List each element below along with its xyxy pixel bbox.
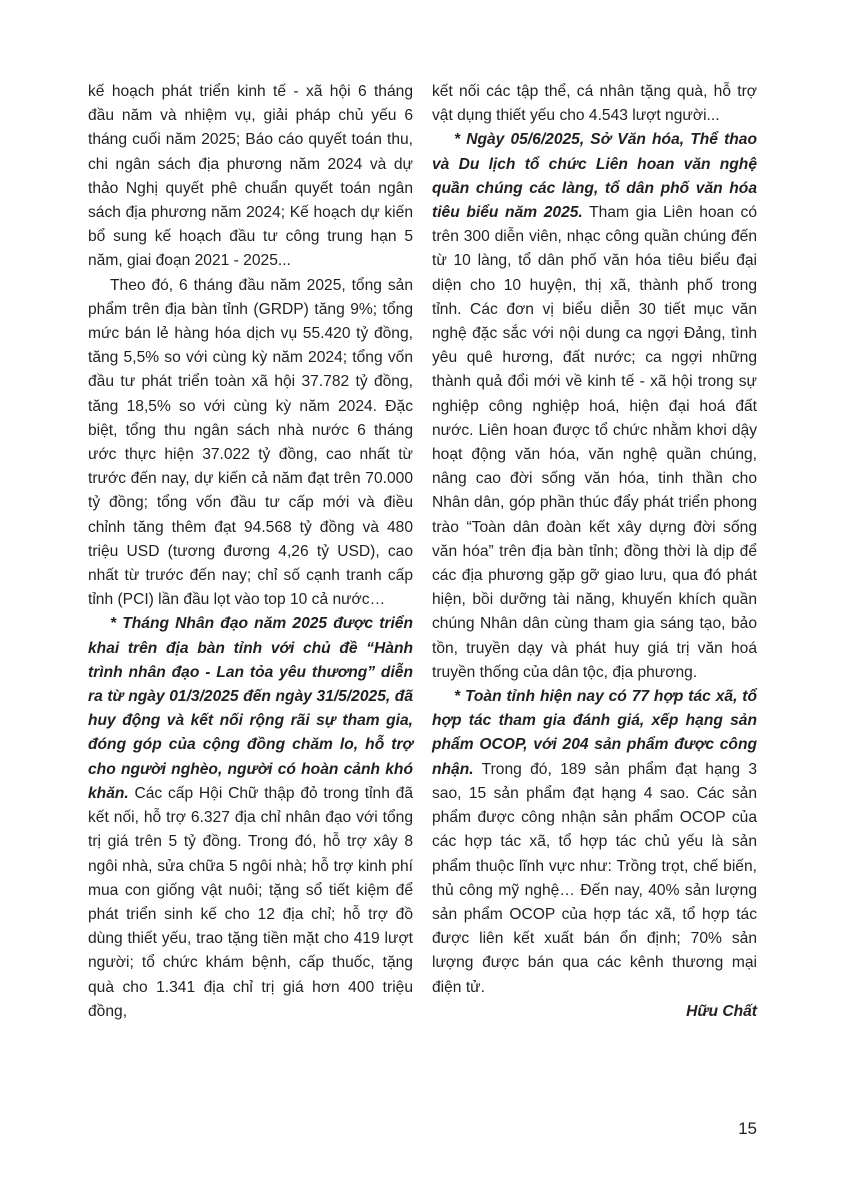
paragraph-economic-results: Theo đó, 6 tháng đầu năm 2025, tổng sản phẩm trên địa bàn tỉnh (GRDP) tăng 9%; tổng mức bán lẻ hàng hóa dịch vụ 55.420 tỷ đồng, tăng 5,5% so với cùng kỳ năm 2024; tổng vốn đầu tư phát triển toàn xã hội 37.782 tỷ đồng, tăng 18,5% so với cùng kỳ năm 2024. Đặc biệt, tổng thu ngân sách nhà nước 6 tháng ước thực hiện 37.022 tỷ đồng, cao nhất từ trước đến nay, dự kiến cả năm đạt trên 70.000 tỷ đồng; tổng vốn đầu tư cấp mới và điều chỉnh tăng thêm đạt 94.568 tỷ đồng và 480 triệu USD (tương đương 4,26 tỷ USD), cao nhất từ trước đến nay; chỉ số cạnh tranh cấp tỉnh (PCI) lần đầu lọt vào top 10 cả nước… xyxy=(88,276,413,609)
right-column xyxy=(432,80,757,1024)
left-column xyxy=(88,80,413,1024)
ocop-headline: * Toàn tỉnh hiện nay có 77 hợp tác xã, tổ hợp tác tham gia đánh giá, xếp hạng sản phẩm OCOP, với 204 sản phẩm được công nhận. xyxy=(432,688,757,778)
author-signature: Hữu Chất xyxy=(686,1002,757,1020)
paragraph-plan-continuation: kế hoạch phát triển kinh tế - xã hội 6 tháng đầu năm và nhiệm vụ, giải pháp chủ yếu 6 tháng cuối năm 2025; Báo cáo quyết toán thu, chi ngân sách địa phương năm 2024 và dự thảo Nghị quyết phê chuẩn quyết toán ngân sách địa phương năm 2024; Kế hoạch dự kiến bổ sung kế hoạch đầu tư công trung hạn 5 năm, giai đoạn 2021 - 2025... xyxy=(88,83,413,270)
art-festival-headline: * Ngày 05/6/2025, Sở Văn hóa, Thể thao và Du lịch tổ chức Liên hoan văn nghệ quần chúng các làng, tổ dân phố văn hóa tiêu biểu năm 2025. xyxy=(432,131,757,222)
paragraph-art-festival xyxy=(432,128,757,685)
paragraph-humanitarian-month xyxy=(88,612,413,1023)
humanitarian-month-body: Các cấp Hội Chữ thập đỏ trong tỉnh đã kết nối, hỗ trợ 6.327 địa chỉ nhân đạo với tổng trị giá trên 5 tỷ đồng. Trong đó, hỗ trợ xây 8 ngôi nhà, sửa chữa 5 ngôi nhà; hỗ trợ kinh phí mua con giống vật nuôi; tặng sổ tiết kiệm để phát triển sinh kế cho 12 địa chỉ; hỗ trợ đồ dùng thiết yếu, trao tặng tiền mặt cho 419 lượt người; tổ chức khám bệnh, cấp thuốc, tặng quà cho 1.341 địa chỉ trị giá hơn 400 triệu đồng, xyxy=(88,784,413,1020)
art-festival-body: Tham gia Liên hoan có trên 300 diễn viên, nhạc công quần chúng đến từ 10 làng, tổ dân phố văn hóa tiêu biểu đại diện cho 10 huyện, thị xã, thành phố trong tỉnh. Các đơn vị biểu diễn 30 tiết mục văn nghệ đặc sắc với nội dung ca ngợi Đảng, tình yêu quê hương, đất nước; ca ngợi những thành quả đổi mới về kinh tế - xã hội trong sự nghiệp công nghiệp hoá, hiện đại hoá đất nước. Liên hoan được tổ chức nhằm khơi dậy hoạt động văn hóa, văn nghệ quần chúng, nâng cao đời sống văn hóa, tinh thần cho Nhân dân, góp phần thúc đẩy phát triển phong trào “Toàn dân đoàn kết xây dựng đời sống văn hóa” trên địa bàn tỉnh; đồng thời là dịp để các địa phương gặp gỡ giao lưu, qua đó phát hiện, bồi dưỡng tài năng, khuyến khích quần chúng Nhân dân cùng tham gia sáng tạo, bảo tồn, truyền dạy và phát huy giá trị văn hoá truyền thống của dân tộc, địa phương. xyxy=(432,204,757,681)
paragraph-humanitarian-continuation: kết nối các tập thể, cá nhân tặng quà, hỗ trợ vật dụng thiết yếu cho 4.543 lượt người... xyxy=(432,83,757,125)
ocop-body: Trong đó, 189 sản phẩm đạt hạng 3 sao, 15 sản phẩm đạt hạng 4 sao. Các sản phẩm được công nhận sản phẩm OCOP của các hợp tác xã, tổ hợp tác chủ yếu là sản phẩm thuộc lĩnh vực như: Trồng trọt, chế biến, thủ công mỹ nghệ… Đến nay, 40% sản lượng sản phẩm OCOP của hợp tác xã, tổ hợp tác được liên kết xuất bán ổn định; 70% sản lượng được bán qua các kênh thương mại điện tử. xyxy=(432,760,757,996)
paragraph-ocop-products xyxy=(432,685,757,1000)
page-number: 15 xyxy=(738,1119,757,1138)
humanitarian-month-headline: * Tháng Nhân đạo năm 2025 được triển khai trên địa bàn tỉnh với chủ đề “Hành trình nhân đạo - Lan tỏa yêu thương” diễn ra từ ngày 01/3/2025 đến ngày 31/5/2025, đã huy động và kết nối rộng rãi sự tham gia, đóng góp của cộng đồng chăm lo, hỗ trợ cho người nghèo, người có hoàn cảnh khó khăn. xyxy=(88,615,413,802)
